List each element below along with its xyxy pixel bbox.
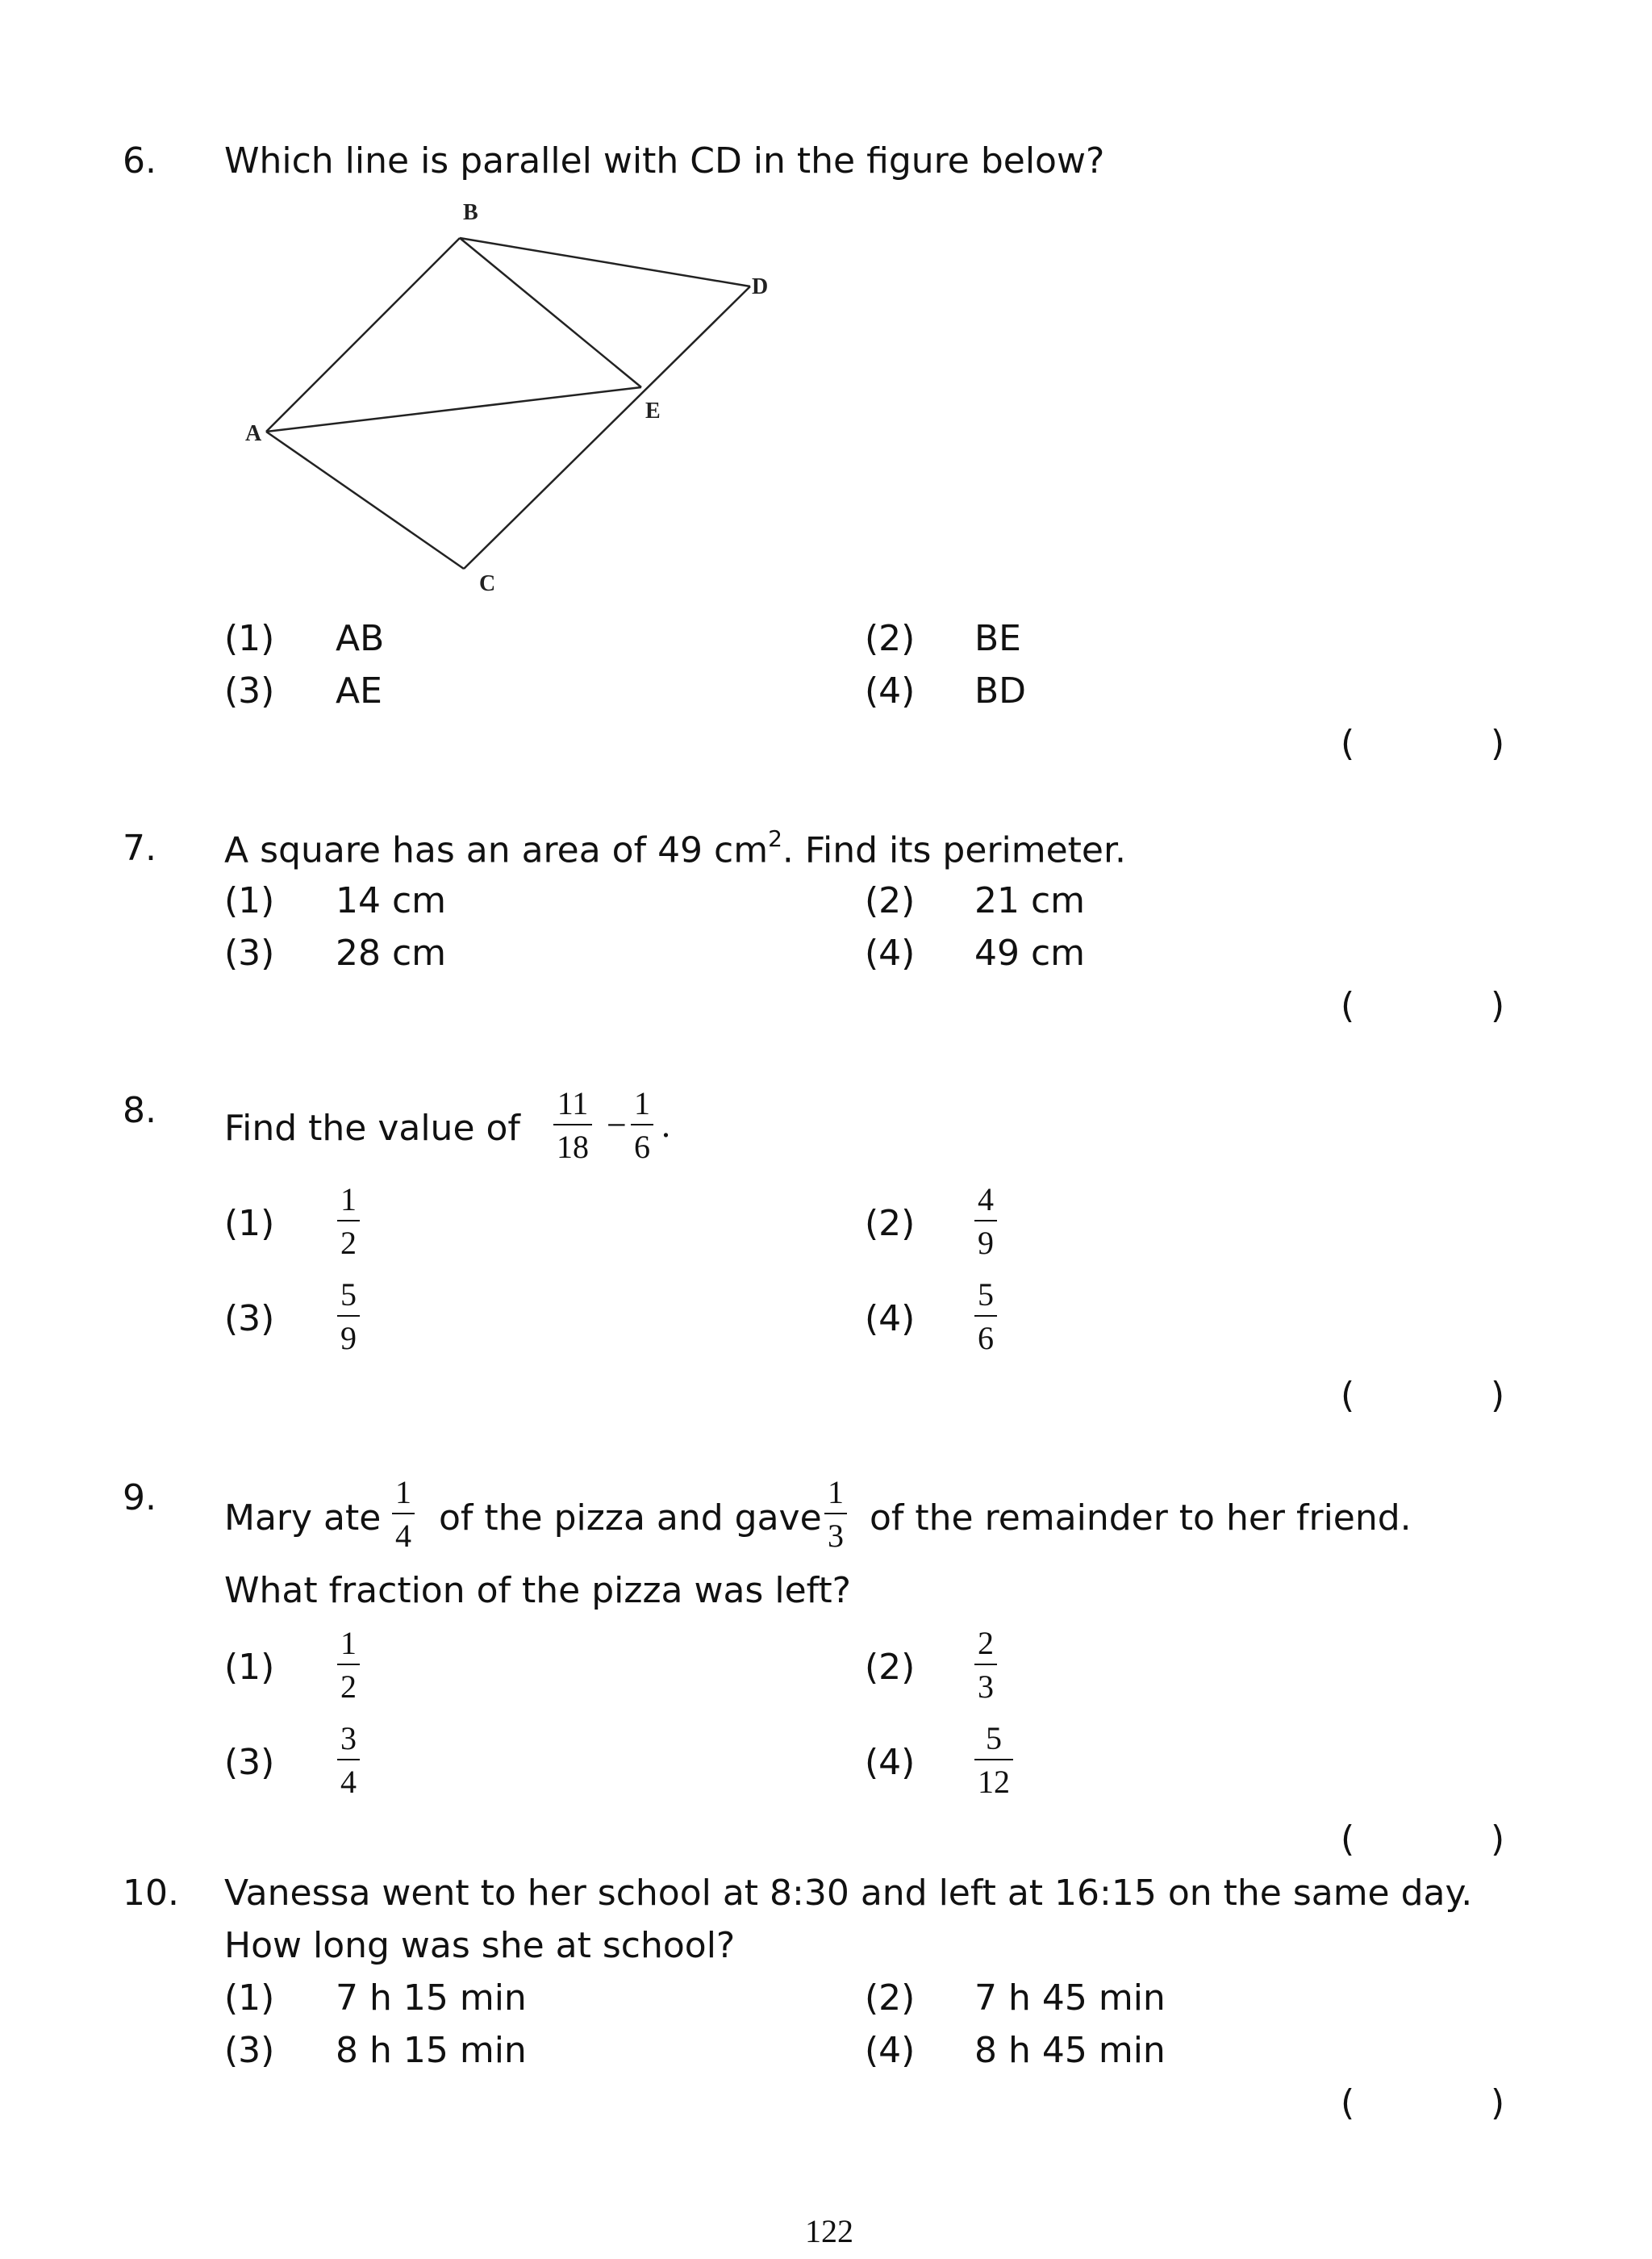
q7-number: 7. — [123, 828, 156, 869]
q8-option-3-fraction: 5 9 — [337, 1279, 360, 1355]
q6-option-1-value: AB — [336, 618, 385, 659]
q10-answer-open-paren: ( — [1341, 2082, 1355, 2123]
q9-answer-open-paren: ( — [1341, 1818, 1355, 1860]
q7-option-1-label: (1) — [224, 880, 275, 921]
q9-option-3-label: (3) — [224, 1742, 275, 1783]
q6-number: 6. — [123, 140, 156, 182]
q10-option-4-value: 8 h 45 min — [974, 2030, 1166, 2071]
q9-option-1-fraction: 1 2 — [337, 1627, 360, 1703]
q10-number: 10. — [123, 1873, 179, 1914]
q10-option-2-label: (2) — [865, 1977, 916, 2019]
q10-option-3-value: 8 h 15 min — [336, 2030, 527, 2071]
q9-option-4-fraction: 5 12 — [974, 1722, 1013, 1798]
q6-option-1-label: (1) — [224, 618, 275, 659]
q10-answer-close-paren: ) — [1491, 2082, 1505, 2123]
q8-option-4-label: (4) — [865, 1298, 916, 1339]
q9-text-part-a: Mary ate — [224, 1497, 382, 1539]
q6-answer-close-paren: ) — [1491, 723, 1505, 764]
q8-option-1-label: (1) — [224, 1203, 275, 1244]
q6-question-text: Which line is parallel with CD in the figure below? — [224, 140, 1105, 182]
q8-expr-period: . — [661, 1105, 670, 1145]
q8-expr-minus: − — [607, 1105, 627, 1145]
q10-option-1-value: 7 h 15 min — [336, 1977, 527, 2019]
q10-question-line-1: Vanessa went to her school at 8:30 and left at 16:15 on the same day. — [224, 1873, 1473, 1914]
q8-number: 8. — [123, 1090, 156, 1131]
vertex-c-label: C — [479, 571, 496, 596]
q6-option-2-label: (2) — [865, 618, 916, 659]
vertex-b-label: B — [463, 200, 478, 225]
q6-option-2-value: BE — [974, 618, 1021, 659]
q9-fraction-one-third: 1 3 — [824, 1476, 847, 1552]
q7-option-3-value: 28 cm — [336, 933, 447, 974]
q9-text-part-c: of the remainder to her friend. — [870, 1497, 1412, 1539]
q8-option-4-fraction: 5 6 — [974, 1279, 997, 1355]
q7-answer-close-paren: ) — [1491, 985, 1505, 1026]
q7-option-2-value: 21 cm — [974, 880, 1086, 921]
q8-answer-close-paren: ) — [1491, 1375, 1505, 1416]
q7-option-2-label: (2) — [865, 880, 916, 921]
q8-expr-fraction-2: 1 6 — [631, 1088, 653, 1163]
q8-expr-fraction-1: 11 18 — [553, 1088, 592, 1163]
q8-option-3-label: (3) — [224, 1298, 275, 1339]
q6-option-4-label: (4) — [865, 670, 916, 712]
q8-question-text: Find the value of — [224, 1108, 520, 1149]
q9-question-line-2: What fraction of the pizza was left? — [224, 1570, 851, 1611]
q8-option-1-fraction: 1 2 — [337, 1184, 360, 1259]
q7-option-3-label: (3) — [224, 933, 275, 974]
q6-option-3-value: AE — [336, 670, 382, 712]
q8-answer-open-paren: ( — [1341, 1375, 1355, 1416]
q9-option-2-fraction: 2 3 — [974, 1627, 997, 1703]
q9-option-1-label: (1) — [224, 1647, 275, 1688]
q7-option-4-label: (4) — [865, 933, 916, 974]
q9-number: 9. — [123, 1477, 156, 1518]
vertex-a-label: A — [245, 421, 262, 446]
q7-option-4-value: 49 cm — [974, 933, 1086, 974]
q7-question-text: A square has an area of 49 $cm^2$. Find its perimeter. — [224, 825, 1127, 871]
vertex-e-label: E — [645, 399, 661, 424]
q6-option-4-value: BD — [974, 670, 1027, 712]
q9-text-part-b: of the pizza and gave — [439, 1497, 822, 1539]
q7-answer-open-paren: ( — [1341, 985, 1355, 1026]
q8-option-2-label: (2) — [865, 1203, 916, 1244]
q9-option-2-label: (2) — [865, 1647, 916, 1688]
q10-option-1-label: (1) — [224, 1977, 275, 2019]
vertex-d-label: D — [752, 274, 769, 299]
q9-answer-close-paren: ) — [1491, 1818, 1505, 1860]
q9-option-4-label: (4) — [865, 1742, 916, 1783]
q7-option-1-value: 14 cm — [336, 880, 447, 921]
q8-option-2-fraction: 4 9 — [974, 1184, 997, 1259]
q6-answer-open-paren: ( — [1341, 723, 1355, 764]
q6-geometry-figure — [234, 190, 799, 609]
q10-question-line-2: How long was she at school? — [224, 1925, 736, 1966]
q10-option-2-value: 7 h 45 min — [974, 1977, 1166, 2019]
q9-option-3-fraction: 3 4 — [337, 1722, 360, 1798]
q10-option-4-label: (4) — [865, 2030, 916, 2071]
q10-option-3-label: (3) — [224, 2030, 275, 2071]
q6-option-3-label: (3) — [224, 670, 275, 712]
page-number: 122 — [805, 2213, 853, 2249]
q9-fraction-one-quarter: 1 4 — [392, 1476, 415, 1552]
